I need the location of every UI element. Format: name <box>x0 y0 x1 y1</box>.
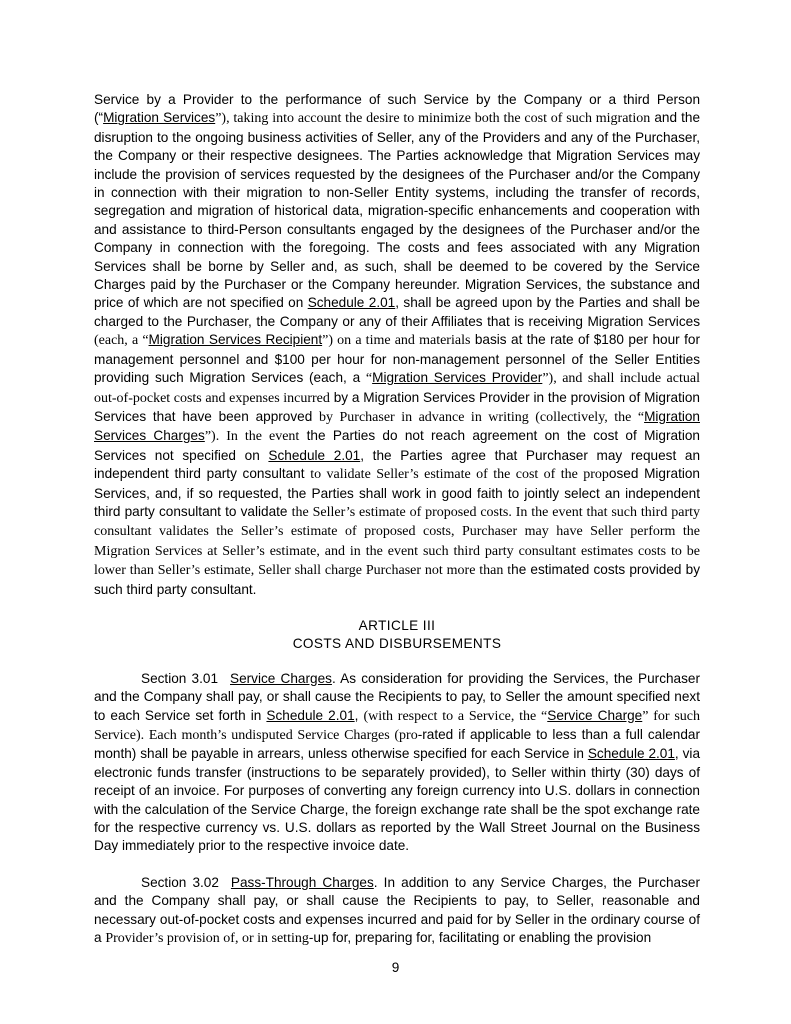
text-span: and the disruption to the ongoing business activities of Seller, any of the Providers and any of the Purchaser, the Company or their respective designees. The Parties acknowledge that Migration Services may include the provision of services requested by the designees of the Purchaser and/or the Company in connection with their migration to non-Seller Entity systems, including the transfer of records, segregation and migration of historical data, migration-specific enhancements and cooperation with and assistance to third-Person consultants engaged by the designees of the Purchaser and/or the Company in connection with the foregoing. The costs and fees associated with any Migration Services shall be borne by Seller and, as such, shall be deemed to be covered by the Service Charges paid by the Purchaser or the Company hereunder. Migration Services, the substance and price of which are not specified on <box>94 110 701 311</box>
text-span: Service by a Provider to the performance of such Service by the Company or a third Person (“ <box>94 92 700 126</box>
text-span: (with respect to a Service, the “ <box>363 708 548 724</box>
text-span: by Purchaser in advance in writing (collectively, the “ <box>319 409 645 425</box>
text-span: basis at the rate of $180 per hour for management personnel and $100 per hour for non-management personnel of the Seller Entities providing such Migration Services (each, a <box>94 332 700 386</box>
section-heading: Service Charges <box>230 670 332 686</box>
article-title: COSTS AND DISBURSEMENTS <box>292 636 502 652</box>
section-3-01-paragraph <box>94 670 700 856</box>
article-heading <box>94 617 700 654</box>
text-span: -rated if applicable to less than a full calendar month) shall be payable in arrears, unless otherwise specified for each Service in <box>94 727 700 762</box>
text-span: , the Parties agree that Purchaser may request an independent third party consultant <box>94 447 700 482</box>
schedule-reference: Schedule 2.01 <box>268 447 361 463</box>
text-span: he estimated costs provided by such third party consultant. <box>94 562 700 597</box>
text-span: -up for, preparing for, facilitating or enabling the provision <box>308 930 652 946</box>
text-span: ”), taking into account the desire to minimize both the cost of such migration <box>215 111 651 127</box>
defined-term-migration-services-charges: Migration Services Charges <box>94 408 700 444</box>
text-span: osed Migration Services, and, if so requested, the Parties shall work in good faith to jointly select an independent third party consultant to validate <box>94 466 700 519</box>
text-span: . As consideration for providing the Services, the Purchaser and the Company shall pay, or shall cause the Recipients to pay, to Seller the amount specified next to each Service set forth in <box>94 670 700 723</box>
defined-term-migration-services-recipient: Migration Services Recipient <box>148 332 323 348</box>
page-number: 9 <box>391 960 400 975</box>
text-span: to validate Seller’s estimate of the cost of the prop <box>310 467 609 483</box>
migration-services-paragraph <box>94 91 700 599</box>
text-span: the Seller’s estimate of proposed costs. In the event that such third party consultant validates the Seller’s estimate of proposed costs, Purchaser may have Seller perform the Migration Services at Seller’s estimate, and in the event such third party consultant estimates costs to be lower than Seller’s estimate, Seller shall charge Purchaser not more than t <box>94 504 700 579</box>
text-span: ”), and shall include actual out-of-pocket costs and expenses incurred <box>94 371 700 406</box>
document-page <box>94 91 700 948</box>
text-span: ” for such Service). Each month’s undisputed Service Charges (pro <box>94 708 701 743</box>
text-span: (each, a “ <box>94 333 149 349</box>
section-number: Section 3.02 <box>141 874 219 890</box>
text-span: Provider’s provision of, or in setting <box>105 931 309 947</box>
defined-term-migration-services-provider: Migration Services Provider <box>372 370 543 386</box>
defined-term-service-charge: Service Charge <box>547 707 643 723</box>
text-span: ”) on a time and materials <box>322 333 471 349</box>
section-3-02-paragraph <box>94 874 700 949</box>
text-span: , via electronic funds transfer (instructions to be separately provided), to Seller within thirty (30) days of receipt of an invoice. For purposes of converting any foreign currency into U.S. dollars in connection with the calculation of the Service Charge, the foreign exchange rate shall be the spot exchange rate for the respective currency vs. U.S. dollars as reported by the Wall Street Journal on the Business Day immediately prior to the respective invoice date. <box>94 746 701 854</box>
schedule-reference: Schedule 2.01 <box>307 295 396 311</box>
text-span: by a Migration Services Provider in the provision of Migration Services that have been approved <box>94 389 700 424</box>
article-number: ARTICLE III <box>358 617 436 633</box>
text-span: . In addition to any Service Charges, the Purchaser and the Company shall pay, or shall cause the Recipients to pay, to Seller, reasonable and necessary out-of-pocket costs and expenses incurred and paid for by Seller in the ordinary course of a <box>94 874 700 946</box>
schedule-reference: Schedule 2.01 <box>266 707 355 723</box>
defined-term-migration-services: Migration Services <box>103 110 216 126</box>
text-span: the Parties do not reach agreement on the cost of Migration Services not specified on <box>94 428 700 463</box>
text-span: ”). In the event <box>204 429 300 445</box>
text-span: , shall be agreed upon by the Parties and shall be charged to the Purchaser, the Company or any of their Affiliates that is receiving Migration Services <box>94 295 700 329</box>
text-span: , <box>354 707 364 723</box>
section-heading: Pass-Through Charges <box>230 874 374 890</box>
text-span: “ <box>365 371 373 387</box>
section-number: Section 3.01 <box>141 670 219 686</box>
schedule-reference: Schedule 2.01 <box>587 746 675 762</box>
